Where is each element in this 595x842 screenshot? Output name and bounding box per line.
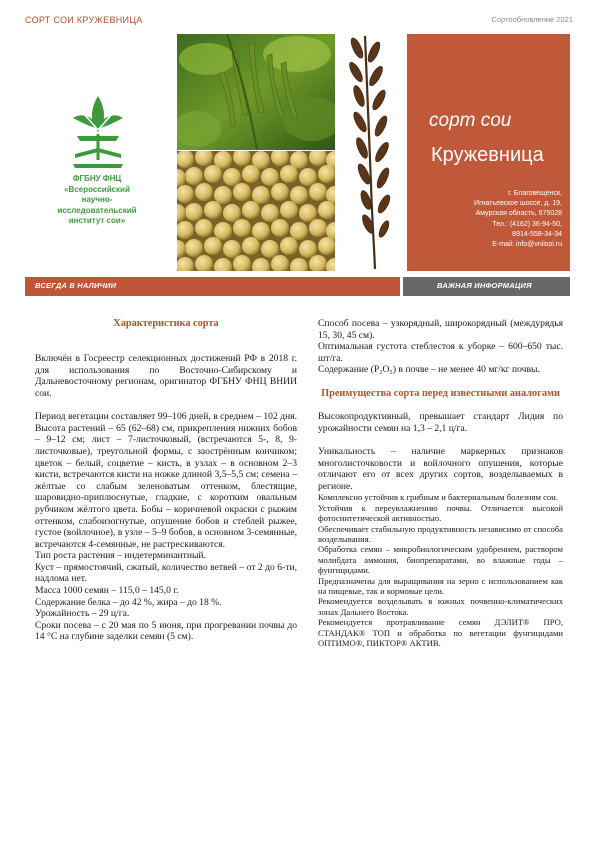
yield-paragraph: Высокопродуктивный, превышает стандарт Лидия по урожайности семян на 1,3 – 2,1 ц/га. xyxy=(318,411,563,434)
institute-name-line: научно- xyxy=(81,195,113,204)
variety-info-panel xyxy=(407,34,570,271)
uniqueness-paragraph: Уникальность – наличие маркерных признаков многолисточковости и войлочного опушения, которые отличают его от всех других сортов, возделываемых в регионе. xyxy=(318,445,563,492)
advantages-heading: Преимущества сорта перед известными аналогами xyxy=(321,387,560,399)
sowing-line: Содержание (P₂O₅) в почве – не менее 40 мг/кг почвы. xyxy=(318,364,540,376)
phone-line: 8914-558-34-34 xyxy=(512,230,562,238)
institute-name-line: ФГБНУ ФНЦ xyxy=(72,174,122,183)
advantage-line: Предназначены для выращивания на зерно с использованием как на пищевые, так и кормовые цели. xyxy=(318,575,563,596)
variety-subtitle: сорт сои xyxy=(429,110,512,131)
important-info-label: ВАЖНАЯ ИНФОРМАЦИЯ xyxy=(437,281,532,290)
trait-line: Тип роста растения – индетерминантный. xyxy=(35,550,206,562)
soybean-pods-photo xyxy=(177,34,335,150)
advantage-line: Рекомендуется протравливание семян ДЭЛИТ® ПРО, СТАНДАК® ТОП и обработка по вегетации фунгицидами ОПТИМО®, ПИКТОР® АКТИВ. xyxy=(318,617,563,648)
sowing-line: Способ посева – узкорядный, широкорядный (междурядья 15, 30, 45 см). xyxy=(318,318,563,341)
institute-logo-icon xyxy=(69,92,127,170)
photo-column xyxy=(177,34,335,271)
characteristics-column xyxy=(35,318,297,643)
address-line: г. Благовещенск, xyxy=(508,190,562,197)
hero-banner xyxy=(25,34,570,271)
address-line: Амурская область, 675028 xyxy=(475,210,562,218)
trait-line: Содержание белка – до 42 %, жира – до 18 %. xyxy=(35,596,222,608)
advantage-line: Обеспечивает стабильную продуктивность независимо от способа возделывания. xyxy=(318,523,563,544)
trait-line: Урожайность – 29 ц/га. xyxy=(35,608,130,620)
availability-label: ВСЕГДА В НАЛИЧИИ xyxy=(35,281,117,290)
advantage-line: Комплексно устойчив к грибным и бактериальным болезням сои. xyxy=(318,492,558,503)
trait-line: Масса 1000 семян – 115,0 – 145,0 г. xyxy=(35,585,179,597)
institute-name xyxy=(37,174,157,227)
dried-soybean-plant-image xyxy=(335,34,405,271)
phone-line: Тел.: (4162) 36-94-50, xyxy=(492,220,562,228)
description-paragraph: Период вегетации составляет 99–106 дней, в среднем – 102 дня. Высота растений – 65 (62–68) см, прикрепления нижних бобов – 9–12 см; лист – 7-листочковый, (встречаются 5-, 8, 9-листочковые), треугольной формы, с заострённым кончиком; цветок – белый, соцветие – кисть, в узлах – в основном 2–3 кисти, встречаются кисти на ножке длиной 3,5–5,5 см; семена – жёлтые со слабым зеленоватым оттенком, блестящие, шаровидно-приплюснутые, гладкие, с коротким овальным рубчиком жёлтого цвета. Бобы – коричневой окраски с рыжим оттенком, слабоизогнутые, опушение бобов и стеблей рыжее, густое (войлочное), в узле – 5–9 бобов, в основном 3-семянные, встречаются 4-семянные, не растрескиваются. xyxy=(35,411,297,550)
renewal-label: Сортообновление 2021 xyxy=(491,15,573,24)
availability-bar xyxy=(25,277,400,296)
trait-line: Сроки посева – с 20 мая по 5 июня, при прогревании почвы до 14 °С на глубине заделки семян (5 см). xyxy=(35,619,297,643)
soybean-seeds-photo xyxy=(177,151,335,271)
advantage-line: Рекомендуется возделывать в южных почвенно-климатических зонах Дальнего Востока. xyxy=(318,596,563,617)
institute-name-line: институт сои» xyxy=(68,216,126,225)
advantages-column xyxy=(318,318,563,648)
trait-line: Куст – прямостоячий, сжатый, количество ветвей – от 2 до 6-ти, надлома нет. xyxy=(35,561,297,585)
document-title: СОРТ СОИ КРУЖЕВНИЦА xyxy=(25,15,143,25)
logo-block xyxy=(25,34,177,271)
variety-name: Кружевница xyxy=(431,144,544,166)
advantage-line: Обработка семян – микробиологическим удобрением, раствором молибдата аммония, биопрепаратами, во влажные годы – фунгицидами. xyxy=(318,544,563,576)
characteristics-heading: Характеристика сорта xyxy=(113,318,219,329)
important-info-bar xyxy=(403,277,570,296)
contact-address xyxy=(412,189,562,250)
sowing-line: Оптимальная густота стеблестоя к уборке – 600–650 тыс. шт/га. xyxy=(318,341,563,364)
registry-paragraph: Включён в Госреестр селекционных достижений РФ в 2018 г. для использования по Восточно-Сибирскому и Дальневосточному регионам, оригинатор ФГБНУ ФНЦ ВНИИ сои. xyxy=(35,353,297,399)
email-line: E-mail: info@vniisoi.ru xyxy=(492,241,562,249)
institute-name-line: «Всероссийский xyxy=(64,184,130,194)
advantage-line: Устойчив к переувлажнению почвы. Отличается высокой фотосинтетической активностью. xyxy=(318,502,563,524)
address-line: Игнатьевское шоссе, д. 19, xyxy=(474,200,562,208)
institute-name-line: исследовательский xyxy=(57,205,137,215)
